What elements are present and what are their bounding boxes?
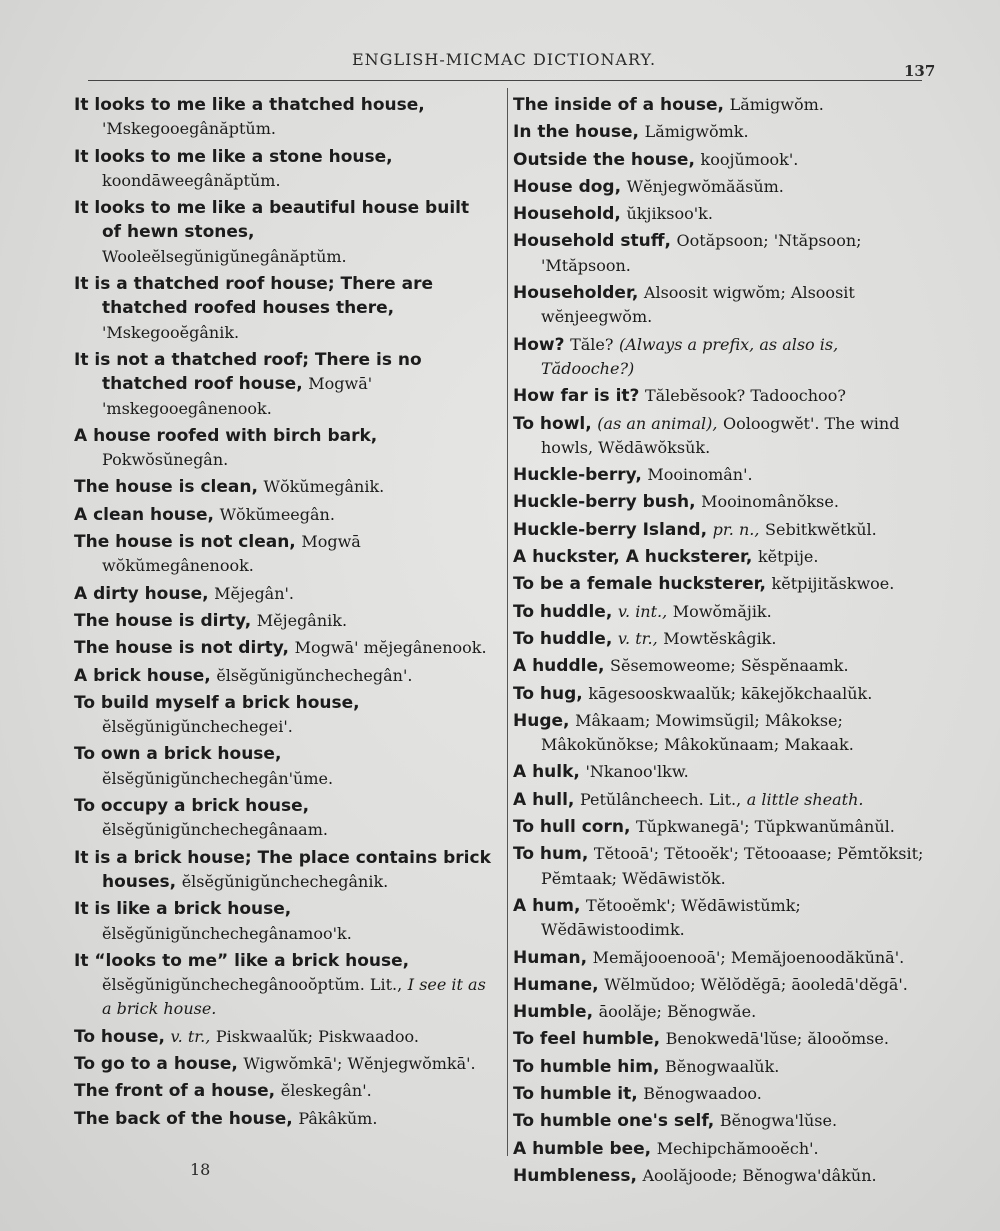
entry-definition: Tĕtooĕmk'; Wĕdāwistŭmk; Wĕdāwistoodimk. [541,895,801,940]
header-rule [88,80,922,81]
entry-definition: Alsoosit wigwŏm; Alsoosit wĕnjeegwŏm. [541,283,855,327]
entry-headword: To hum, [513,844,589,865]
entry-definition: āoolăje; Bĕnogwăe. [598,1002,757,1022]
entry-definition: kĕtpije. [757,547,819,567]
entry-definition: Wĕlmŭdoo; Wĕlŏdĕgā; āooledā'dĕgā'. [604,974,908,994]
entry-definition: ĕlsĕgŭnigŭnchechegei'. [102,717,293,737]
entry-headword: Humane, [513,974,599,995]
entry-definition: Ooloogwĕt'. The wind howls, Wĕdāwŏksŭk. [541,413,900,457]
entry-definition: 'Nkanoo'lkw. [585,762,689,782]
entry-definition: ĕlsĕgŭnigŭnchechegân'. [216,665,413,685]
entry-definition: kāgesooskwaalŭk; kākejŏkchaalŭk. [588,683,873,703]
dictionary-entry [513,1055,925,1079]
entry-headword: To humble one's self, [513,1111,715,1132]
entry-definition: Wĕnjegwŏmăăsŭm. [626,176,784,196]
entry-headword: It is not a thatched roof; There is no thatched roof house, [74,349,422,395]
dictionary-entry [513,463,925,487]
entry-headword: It is a brick house; The place contains brick houses, [74,847,491,892]
dictionary-entry [513,229,925,278]
entry-definition: Wooleĕlsegŭnigŭnegânăptŭm. [102,246,347,266]
dictionary-entry [74,272,492,345]
page-number: 137 [904,62,936,80]
entry-headword: To occupy a brick house, [74,796,310,817]
entry-definition: Benokwedā'lŭse; ălooŏmse. [665,1029,889,1049]
dictionary-entry [513,842,925,891]
dictionary-entry [74,742,492,791]
entry-definition: ĕlsĕgŭnigŭnchechegân'ŭme. [102,768,334,788]
entry-headword: A huckster, A hucksterer, [513,547,753,568]
dictionary-entry [74,691,492,740]
dictionary-entry [513,1137,925,1161]
dictionary-entry [513,815,925,839]
dictionary-entry [513,1000,925,1024]
entry-definition: Wigwŏmkā'; Wĕnjegwŏmkā'. [243,1053,476,1073]
entry-definition: Wŏkŭmeegân. [219,504,335,524]
dictionary-entry [513,384,925,408]
entry-definition: ĕlsĕgŭnigŭnchechegânooŏptŭm. Lit., [102,975,403,995]
entry-headword: To own a brick house, [74,744,282,765]
entry-definition: Mâkaam; Mowimsŭgil; Mâkokse; Mâkokŭnŏkse; Mâkokŭnaam; Makaak. [541,710,854,755]
entry-headword: How far is it? [513,386,640,407]
entry-headword: The house is clean, [74,477,258,498]
dictionary-entry [513,175,925,199]
entry-headword: The front of a house, [74,1081,276,1102]
entry-headword: A huddle, [513,656,605,677]
dictionary-entry [513,600,925,624]
signature-mark: 18 [190,1160,211,1179]
dictionary-entry [74,348,492,421]
entry-headword: To go to a house, [74,1053,238,1074]
entry-headword: To howl, [513,413,592,434]
dictionary-entry [74,897,492,946]
entry-definition: koondāweegânăptŭm. [102,170,281,190]
entry-headword: A brick house, [74,665,211,686]
dictionary-entry [513,93,925,117]
left-column [74,93,492,1134]
entry-headword: It is a thatched roof house; There are thatched roofed houses there, [74,274,434,319]
dictionary-entry [513,654,925,678]
entry-definition: Sebitkwĕtkŭl. [765,519,877,539]
entry-definition: Mogwā' 'mskegooegânenook. [102,374,373,418]
entry-note: (Always a prefix, as also is, Tădooche?) [541,334,839,378]
entry-headword: House dog, [513,176,622,197]
entry-definition: Memăjooenooā'; Memăjoenoodăkŭnā'. [592,947,905,967]
dictionary-entry [513,1109,925,1133]
dictionary-entry [74,794,492,843]
entry-definition: 'Mskegooegânăptŭm. [102,119,276,139]
entry-definition: Tăle? [570,334,614,354]
entry-definition: Bĕnogwa'lŭse. [719,1111,838,1131]
entry-definition: Bĕnogwaadoo. [643,1083,762,1103]
entry-headword: In the house, [513,122,640,143]
dictionary-entry [74,636,492,660]
entry-definition: Lămigwŏm. [729,95,824,114]
dictionary-entry [74,582,492,606]
entry-definition: Mechipchămooĕch'. [656,1138,819,1158]
entry-definition: Mowŏmăjik. [672,601,772,621]
dictionary-entry [513,281,925,330]
entry-definition: Tŭpkwanegā'; Tŭpkwanŭmânŭl. [636,817,895,837]
entry-headword: Huckle-berry, [513,465,642,486]
entry-definition: Lămigwŏmk. [644,122,749,142]
entry-definition: Mĕjegânik. [256,610,348,630]
entry-headword: A dirty house, [74,583,209,604]
entry-headword: Huckle-berry Island, [513,519,708,540]
entry-definition: Pâkâkŭm. [298,1108,378,1128]
entry-headword: Huge, [513,710,570,731]
dictionary-entry [513,1164,925,1188]
dictionary-entry [74,145,492,194]
entry-note: a little sheath. [746,789,864,809]
entry-headword: A hull, [513,789,575,810]
dictionary-entry [74,609,492,633]
entry-headword: Household stuff, [513,231,671,252]
entry-definition: Wŏkŭmegânik. [263,477,385,497]
dictionary-entry [74,475,492,499]
entry-definition: Mooinomân'. [647,465,753,485]
entry-definition: Piskwaalŭk; Piskwaadoo. [215,1026,419,1046]
entry-definition: Mogwā wŏkŭmegânenook. [102,532,361,576]
entry-headword: Household, [513,204,621,225]
entry-headword: To hull corn, [513,817,631,838]
entry-note: (as an animal), [597,413,718,433]
dictionary-entry [513,490,925,514]
entry-note: v. tr., [170,1026,211,1046]
entry-headword: To huddle, [513,628,613,649]
entry-headword: Outside the house, [513,149,695,170]
entry-headword: To hug, [513,683,583,704]
entry-headword: Huckle-berry bush, [513,492,696,513]
dictionary-entry [74,196,492,269]
entry-headword: The house is not dirty, [74,638,290,659]
dictionary-entry [74,1107,492,1131]
dictionary-entry [513,946,925,970]
entry-definition: Mogwā' mĕjegânenook. [294,638,487,658]
dictionary-entry [74,424,492,473]
dictionary-entry [513,760,925,784]
dictionary-entry [513,788,925,812]
entry-headword: A clean house, [74,504,214,525]
dictionary-entry [74,530,492,579]
entry-definition: Ootăpsoon; 'Ntăpsoon; 'Mtăpsoon. [541,231,862,275]
dictionary-entry [513,572,925,596]
entry-headword: To feel humble, [513,1029,661,1050]
dictionary-entry [513,545,925,569]
entry-headword: A humble bee, [513,1138,652,1159]
entry-headword: The back of the house, [74,1108,293,1129]
entry-definition: Sĕsemoweome; Sĕspĕnaamk. [610,656,849,676]
entry-headword: To humble it, [513,1083,638,1104]
entry-definition: kĕtpijităskwoe. [771,574,895,594]
dictionary-entry [74,93,492,142]
entry-note: v. int., [617,601,668,621]
dictionary-entry [513,148,925,172]
right-column [513,93,925,1191]
entry-note: v. tr., [617,628,658,648]
dictionary-entry [513,709,925,758]
entry-headword: To be a female hucksterer, [513,574,766,595]
entry-definition: Mooinomânŏkse. [701,492,839,512]
entry-note: pr. n., [712,519,760,539]
entry-headword: To house, [74,1026,165,1047]
column-divider [507,88,508,1156]
entry-definition: koojŭmook'. [700,149,799,169]
entry-definition: Tălebĕsook? Tadoochoo? [644,386,846,406]
entry-definition: Aoolăjoode; Bĕnogwa'dâkŭn. [642,1165,877,1185]
entry-headword: Human, [513,947,588,968]
dictionary-entry [74,846,492,895]
entry-definition: Mowtĕskâgik. [663,628,777,648]
entry-headword: Humbleness, [513,1165,637,1186]
entry-definition: Mĕjegân'. [214,583,295,603]
dictionary-entry [74,1052,492,1076]
dictionary-entry [74,1079,492,1103]
entry-definition: Pokwŏsŭnegân. [102,450,229,470]
dictionary-entry [513,1027,925,1051]
running-header: ENGLISH-MICMAC DICTIONARY. [352,50,657,69]
entry-definition: 'Mskegooĕgânik. [102,322,240,342]
entry-headword: It “looks to me” like a brick house, [74,950,410,971]
entry-headword: The house is dirty, [74,610,252,631]
entry-headword: Householder, [513,283,639,304]
dictionary-entry [513,1082,925,1106]
entry-headword: To huddle, [513,601,613,622]
entry-headword: It looks to me like a stone house, [74,146,393,167]
dictionary-entry [74,664,492,688]
entry-definition: Petŭlâncheech. Lit., [579,789,742,809]
entry-definition: Bĕnogwaalŭk. [664,1056,780,1076]
dictionary-entry [74,1025,492,1049]
dictionary-entry [513,627,925,651]
entry-headword: The inside of a house, [513,95,725,115]
entry-note: I see it as a brick house. [102,975,486,1019]
dictionary-entry [513,518,925,542]
entry-headword: It looks to me like a thatched house, [74,95,425,115]
entry-headword: It looks to me like a beautiful house built of hewn stones, [74,198,470,243]
entry-definition: ĕlsĕgŭnigŭnchechegânik. [181,871,389,891]
entry-headword: Humble, [513,1002,594,1023]
entry-headword: How? [513,334,565,355]
entry-headword: A house roofed with birch bark, [74,425,378,446]
dictionary-entry [513,120,925,144]
dictionary-entry [513,682,925,706]
dictionary-entry [513,894,925,943]
dictionary-entry [74,949,492,1022]
dictionary-entry [513,202,925,226]
dictionary-entry [513,412,925,461]
entry-definition: ĕlsĕgŭnigŭnchechegânamoo'k. [102,923,352,943]
entry-headword: A hulk, [513,762,580,783]
entry-headword: The house is not clean, [74,532,296,553]
entry-definition: ĕleskegân'. [280,1081,372,1101]
entry-definition: Tĕtooā'; Tĕtooĕk'; Tĕtooaase; Pĕmtŏksit; Pĕmtaak; Wĕdāwistŏk. [541,844,924,888]
entry-definition: ĕlsĕgŭnigŭnchechegânaam. [102,820,328,840]
entry-definition: ŭkjiksoo'k. [626,204,713,224]
dictionary-entry [513,333,925,382]
dictionary-entry [513,973,925,997]
entry-headword: It is like a brick house, [74,899,292,920]
entry-headword: A hum, [513,895,581,916]
entry-headword: To humble him, [513,1056,660,1077]
dictionary-entry [74,503,492,527]
entry-headword: To build myself a brick house, [74,692,360,713]
